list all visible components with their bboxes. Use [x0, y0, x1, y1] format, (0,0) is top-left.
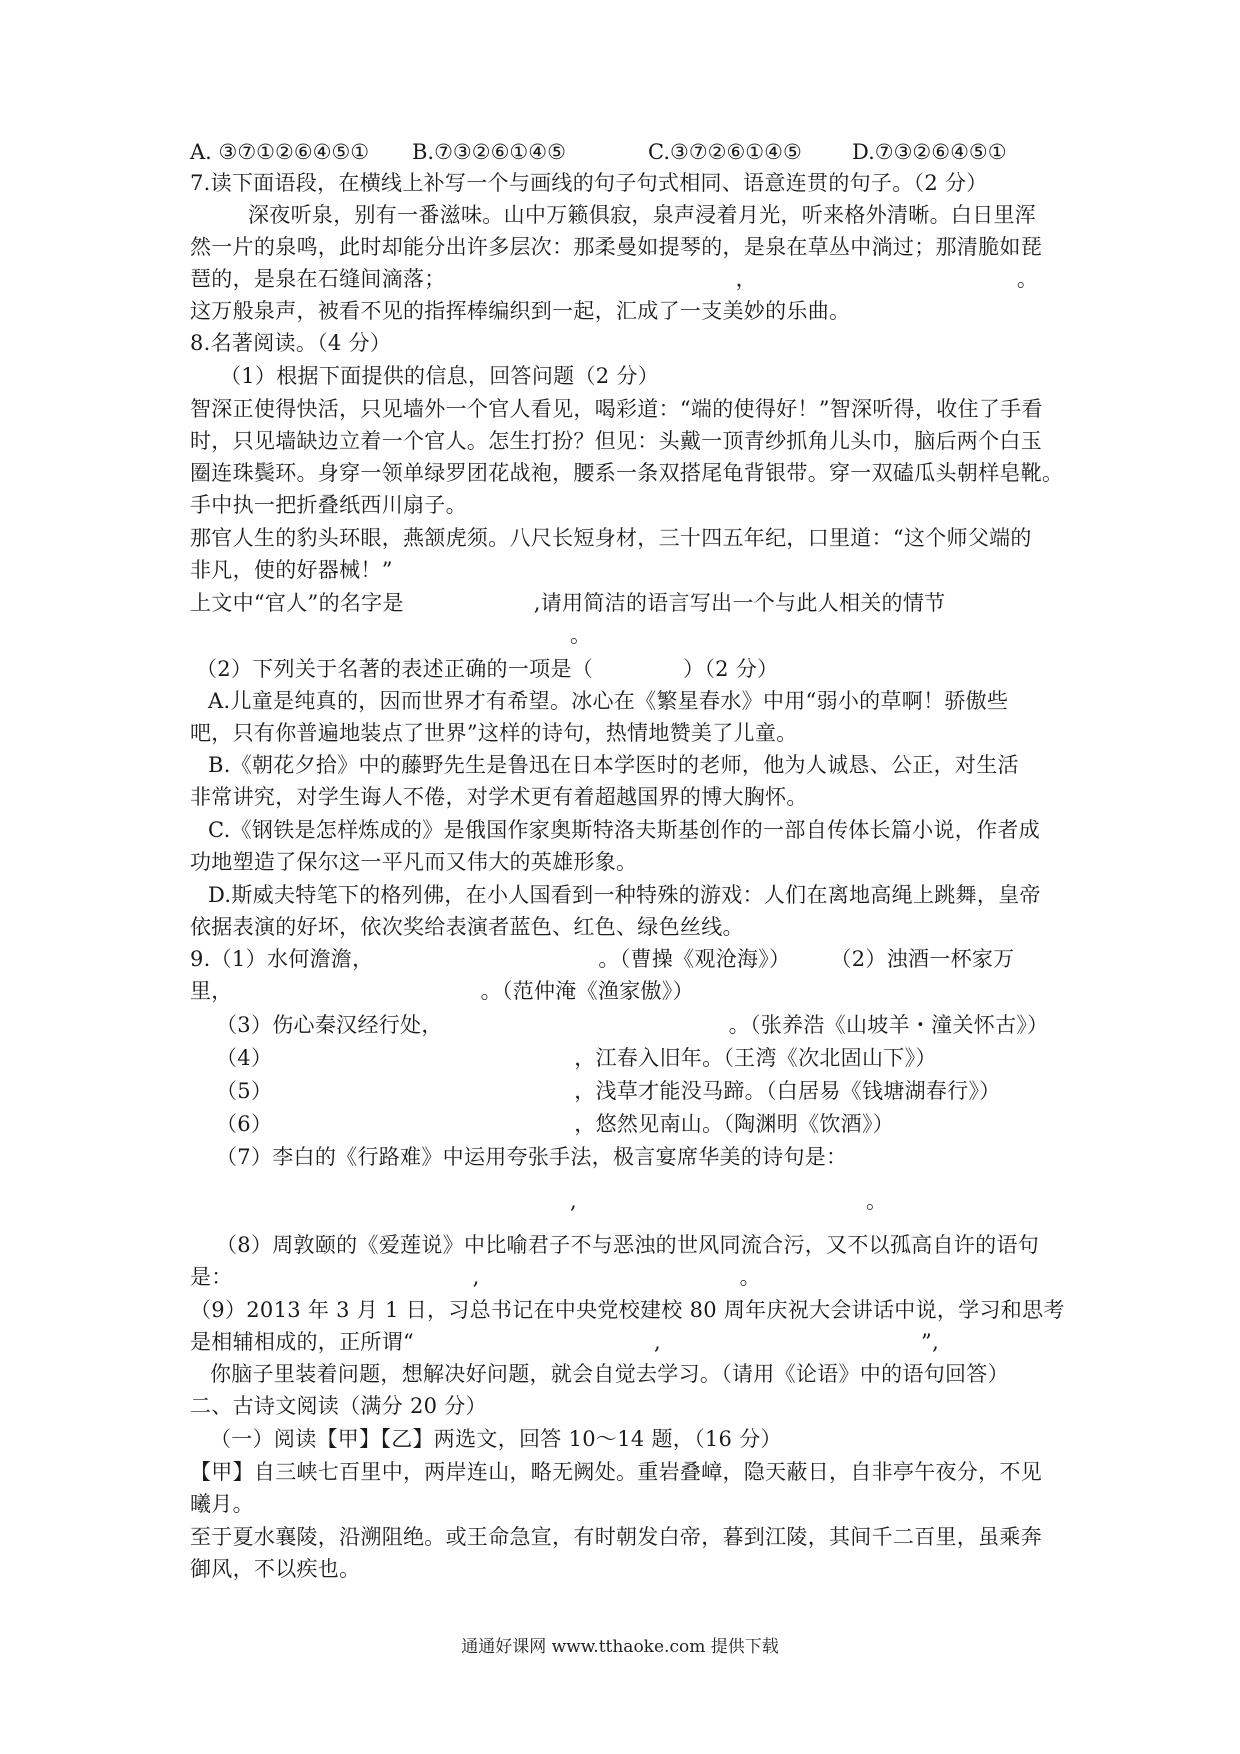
section-2-passage-line: 至于夏水襄陵，沿溯阻绝。或王命急宣，有时朝发白帝，暮到江陵，其间千二百里，虽乘奔 [190, 1525, 1042, 1549]
q8-option-b-cont: 非常讲究，对学生诲人不倦，对学术更有着超越国界的博大胸怀。 [190, 785, 808, 809]
q8-passage-line: 非凡，使的好器械！” [190, 558, 393, 582]
q8-sub1-title: （1）根据下面提供的信息，回答问题（2 分） [220, 364, 659, 388]
q9-line-3: （3）伤心秦汉经行处， 。（张养浩《山坡羊・潼关怀古》） [216, 1013, 1049, 1037]
q9-line-6: （6） ，悠然见南山。（陶渊明《饮酒》） [216, 1112, 895, 1136]
q8-option-b: B.《朝花夕拾》中的藤野先生是鲁迅在日本学医时的老师，他为人诚恳、公正，对生活 [208, 753, 1019, 777]
q6-option-c: C.③⑦②⑥①④⑤ [648, 140, 802, 164]
section-2-sub1: （一）阅读【甲】【乙】两选文，回答 10～14 题，（16 分） [210, 1427, 782, 1451]
q8-title: 8.名著阅读。（4 分） [190, 331, 392, 355]
q9-line-7: （7）李白的《行路难》中运用夸张手法，极言宴席华美的诗句是： [216, 1145, 848, 1169]
q6-option-b: B.⑦③②⑥①④⑤ [412, 140, 566, 164]
q9-line-9-cont: 你脑子里装着问题，想解决好问题，就会自觉去学习。（请用《论语》中的语句回答） [210, 1362, 1009, 1386]
q8-option-a: A.儿童是纯真的，因而世界才有希望。冰心在《繁星春水》中用“弱小的草啊！骄傲些 [208, 689, 1009, 713]
q9-line-5: （5） ，浅草才能没马蹄。（白居易《钱塘湖春行》） [216, 1079, 1001, 1103]
q7-title: 7.读下面语段，在横线上补写一个与画线的句子句式相同、语意连贯的句子。（2 分） [190, 171, 988, 195]
q9-line-9: （9）2013 年 3 月 1 日，习总书记在中央党校建校 80 周年庆祝大会讲话中说，学习和思考 [190, 1298, 1065, 1322]
q8-option-c: C.《钢铁是怎样炼成的》是俄国作家奥斯特洛夫斯基创作的一部自传体长篇小说，作者成 [208, 818, 1040, 842]
q8-option-d-cont: 依据表演的好坏，依次奖给表演者蓝色、红色、绿色丝线。 [190, 915, 744, 939]
q9-line-9-answer: 是相辅相成的，正所谓“ , ”, [190, 1330, 940, 1354]
section-2-title: 二、古诗文阅读（满分 20 分） [190, 1394, 487, 1418]
q9-line-8: （8）周敦颐的《爱莲说》中比喻君子不与恶浊的世风同流合污，又不以孤高自许的语句 [216, 1233, 1040, 1257]
q8-option-d: D.斯威夫特笔下的格列佛，在小人国看到一种特殊的游戏：人们在离地高绳上跳舞，皇帝 [208, 883, 1041, 907]
q8-question-end: 。 [570, 623, 592, 647]
section-2-passage-line: 御风，不以疾也。 [190, 1557, 361, 1581]
q8-option-c-cont: 功地塑造了保尔这一平凡而又伟大的英雄形象。 [190, 850, 638, 874]
page-footer: 通通好课网 www.tthaoke.com 提供下载 [461, 1637, 779, 1657]
q8-passage-line: 手中执一把折叠纸西川扇子。 [190, 493, 467, 517]
q8-passage-line: 那官人生的豹头环眼，燕颔虎须。八尺长短身材，三十四五年纪，口里道：“这个师父端的 [190, 526, 1032, 550]
q9-line-7-period: 。 [866, 1189, 888, 1213]
q7-paragraph-line: 深夜听泉，别有一番滋味。山中万籁俱寂，泉声浸着月光，听来格外清晰。白日里浑 [248, 203, 1037, 227]
q9-line-1: 9.（1）水何澹澹， 。（曹操《观沧海》） （2）浊酒一杯家万 [190, 947, 1015, 971]
q8-passage-line: 圈连珠鬓环。身穿一领单绿罗团花战袍，腰系一条双搭尾龟背银带。穿一双磕瓜头朝样皂靴。 [190, 461, 1064, 485]
q6-option-a: A. ③⑦①②⑥④⑤① [190, 140, 370, 164]
section-2-passage-line: 曦月。 [190, 1492, 254, 1516]
q8-sub2-title: （2）下列关于名著的表述正确的一项是（ ）（2 分） [196, 657, 779, 681]
q9-line-4: （4） ，江春入旧年。（王湾《次北固山下》） [216, 1046, 937, 1070]
q8-question-line: 上文中“官人”的名字是 ,请用简洁的语言写出一个与此人相关的情节 [190, 591, 946, 615]
q8-option-a-cont: 吧，只有你普遍地装点了世界”这样的诗句，热情地赞美了儿童。 [190, 721, 798, 745]
q6-option-d: D.⑦③②⑥④⑤① [852, 140, 1007, 164]
section-2-passage-line: 【甲】自三峡七百里中，两岸连山，略无阙处。重岩叠嶂，隐天蔽日，自非亭午夜分，不见 [190, 1460, 1042, 1484]
q7-paragraph-line: 然一片的泉鸣，此时却能分出许多层次：那柔曼如提琴的，是泉在草丛中淌过；那清脆如琵 [190, 235, 1042, 259]
q7-paragraph-line: 这万般泉声，被看不见的指挥棒编织到一起，汇成了一支美妙的乐曲。 [190, 299, 851, 323]
q9-line-7-comma: , [570, 1189, 577, 1213]
q8-passage-line: 时，只见墙缺边立着一个官人。怎生打扮？但见：头戴一顶青纱抓角儿头巾，脑后两个白玉 [190, 429, 1042, 453]
q7-paragraph-line: 琶的，是泉在石缝间滴落； ， 。 [190, 267, 1039, 291]
q8-passage-line: 智深正使得快活，只见墙外一个官人看见，喝彩道：“端的使得好！”智深听得，收住了手看 [190, 397, 1043, 421]
q9-line-8-answer: 是： , 。 [190, 1265, 761, 1289]
q9-line-2: 里， 。（范仲淹《渔家傲》） [190, 979, 694, 1003]
